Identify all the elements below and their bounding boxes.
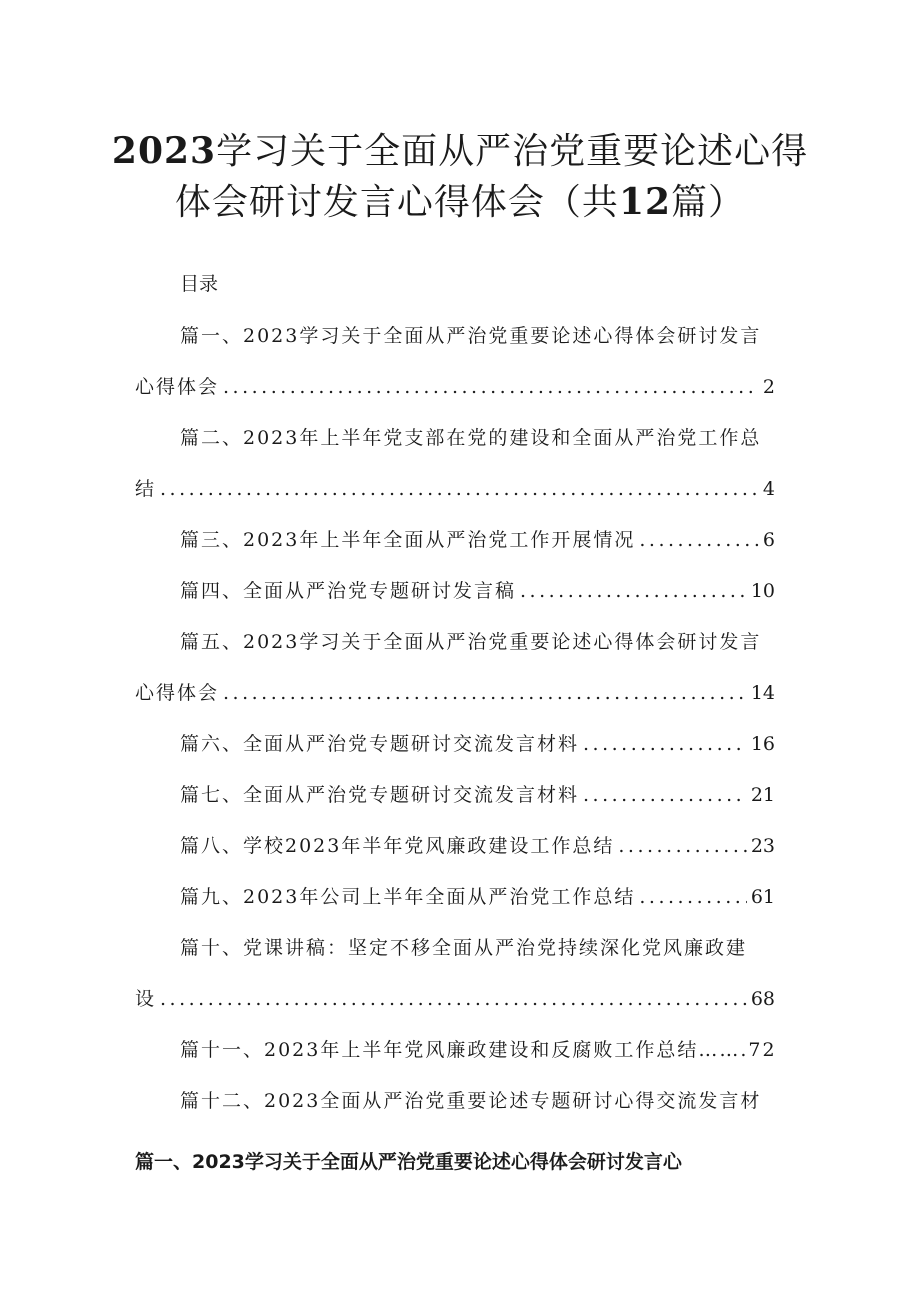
toc-entry-3-text: 篇三、2023年上半年全面从严治党工作开展情况 xyxy=(180,529,636,551)
title-year: 2023 xyxy=(111,130,217,172)
toc-entry-1-line1[interactable]: 篇一、2023学习关于全面从严治党重要论述心得体会研讨发言 xyxy=(180,325,762,347)
toc-leader xyxy=(160,985,747,1013)
title-line-2 xyxy=(0,177,920,228)
toc-entry-2-line2: 结 xyxy=(135,478,157,500)
toc-leader xyxy=(223,373,759,401)
toc-entry-10-line2: 设 xyxy=(135,988,157,1010)
toc-entry-4[interactable] xyxy=(180,577,775,605)
toc-page-number: 68 xyxy=(750,988,775,1010)
toc-leader xyxy=(583,730,747,758)
section-heading: 篇一、2023学习关于全面从严治党重要论述心得体会研讨发言心 xyxy=(135,1151,682,1173)
title-line-1-text: 学习关于全面从严治党重要论述心得 xyxy=(216,131,809,172)
toc-page-number: 16 xyxy=(750,733,775,755)
toc-leader xyxy=(223,679,747,707)
toc-entry-3[interactable] xyxy=(180,526,775,554)
toc-leader xyxy=(160,475,759,503)
toc-label: 目录 xyxy=(180,273,219,295)
title-line-2-text: 体会研讨发言心得体会（共 xyxy=(174,182,619,223)
toc-page-number: 61 xyxy=(750,886,775,908)
toc-entry-1[interactable] xyxy=(135,373,775,401)
toc-entry-5-line2: 心得体会 xyxy=(135,682,220,704)
toc-entry-8-text: 篇八、学校2023年半年党风廉政建设工作总结 xyxy=(180,835,615,857)
toc-entry-7-text: 篇七、全面从严治党专题研讨交流发言材料 xyxy=(180,784,580,806)
toc-entry-9[interactable] xyxy=(180,883,775,911)
toc-entry-5-line1[interactable]: 篇五、2023学习关于全面从严治党重要论述心得体会研讨发言 xyxy=(180,631,762,653)
toc-page-number: 6 xyxy=(762,529,775,551)
toc-entry-1-line2: 心得体会 xyxy=(135,376,220,398)
toc-page-number: 10 xyxy=(750,580,775,602)
document-title xyxy=(0,126,920,228)
toc-entry-9-text: 篇九、2023年公司上半年全面从严治党工作总结 xyxy=(180,886,636,908)
toc-entry-7[interactable] xyxy=(180,781,775,809)
toc-leader xyxy=(520,577,747,605)
toc-entry-11[interactable]: 篇十一、2023年上半年党风廉政建设和反腐败工作总结…….72 xyxy=(180,1039,777,1061)
toc-entry-5[interactable] xyxy=(135,679,775,707)
toc-entry-2[interactable] xyxy=(135,475,775,503)
toc-entry-2-line1[interactable]: 篇二、2023年上半年党支部在党的建设和全面从严治党工作总 xyxy=(180,427,762,449)
toc-entry-10-line1[interactable]: 篇十、党课讲稿：坚定不移全面从严治党持续深化党风廉政建 xyxy=(180,937,748,959)
toc-leader xyxy=(583,781,747,809)
toc-leader xyxy=(639,526,759,554)
toc-page-number: 14 xyxy=(750,682,775,704)
toc-entry-6[interactable] xyxy=(180,730,775,758)
toc-entry-4-text: 篇四、全面从严治党专题研讨发言稿 xyxy=(180,580,517,602)
toc-page-number: 21 xyxy=(750,784,775,806)
toc-entry-6-text: 篇六、全面从严治党专题研讨交流发言材料 xyxy=(180,733,580,755)
toc-entry-8[interactable] xyxy=(180,832,775,860)
toc-page-number: 23 xyxy=(750,835,775,857)
toc-page-number: 4 xyxy=(762,478,775,500)
toc-page-number: 2 xyxy=(762,376,775,398)
toc-leader xyxy=(618,832,746,860)
toc-entry-10[interactable] xyxy=(135,985,775,1013)
toc-entry-12[interactable]: 篇十二、2023全面从严治党重要论述专题研讨心得交流发言材 xyxy=(180,1090,762,1112)
toc-leader xyxy=(639,883,746,911)
title-count: 12 xyxy=(618,181,672,223)
title-line-2-end: 篇） xyxy=(671,182,746,223)
title-line-1 xyxy=(0,126,920,177)
